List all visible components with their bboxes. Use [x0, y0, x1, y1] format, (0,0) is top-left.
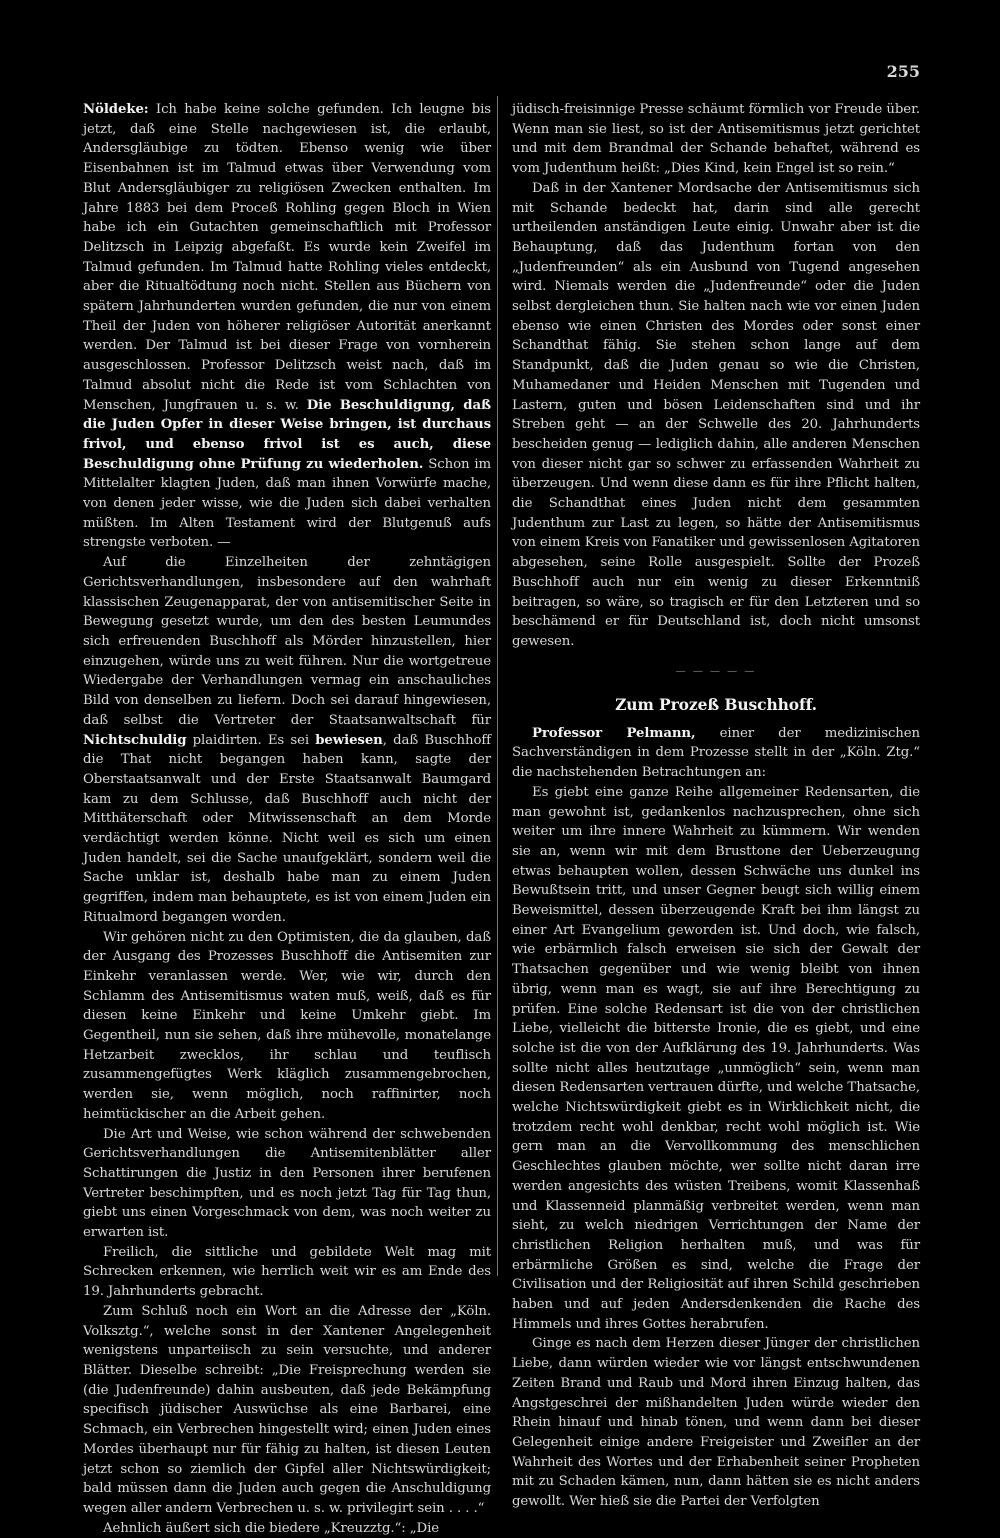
section-separator: — — — — — [675, 665, 757, 677]
paragraph-text: einer der medizinischen Sachverständigen in dem Prozesse stellt in der „Köln. Ztg.“ die nachstehenden Betrachtungen an: [512, 725, 921, 781]
paragraph-text: plaidirten. Es sei [186, 732, 316, 748]
emphasis-text: bewiesen [315, 732, 383, 748]
emphasis-text: Die Beschuldigung, daß die Juden Opfer in dieser Weise bringen, ist durchaus frivol, und ebenso frivol ist es auch, diese Beschuldigung ohne Prüfung zu wiederholen. [83, 397, 491, 472]
paragraph-text: Schon im Mittelalter klagten Juden, daß man ihnen Vorwürfe mache, von denen jeder wisse, wie die Juden sich dabei verhalten müßten. Im Alten Testament wird der Blutgenuß aufs strengste verboten. — [83, 456, 491, 551]
paragraph: Es giebt eine ganze Reihe allgemeiner Redensarten, die man gewohnt ist, gedankenlos nachzusprechen, ohne sich weiter um ihre innere Wahrheit zu kümmern. Wir wenden sie an, wenn wir mit dem Brusttone der Ueberzeugung etwas behaupten wollen, dessen Schwäche uns dunkel ins Bewußtsein tritt, und unser Gegner beugt sich willig einem Beweismittel, dessen überzeugende Kraft bei ihm längst zu einer Art Evangelium geworden ist. Und doch, wie falsch, wie erbärmlich falsch erweisen sie sich der Gewalt der Thatsachen gegenüber und wie wenig bleibt von ihnen übrig, wenn man es wagt, sie auf ihre Berechtigung zu prüfen. Eine solche Redensart ist die von der christlichen Liebe, vielleicht die bitterste Ironie, die es giebt, und eine solche ist die von der Aufklärung des 19. Jahrhunderts. Was sollte nicht alles heutzutage „unmöglich“ sein, wenn man diesen Redensarten vertrauen dürfte, und welche Thatsache, welche Nichtswürdigkeit giebt es in Wirklichkeit nicht, die trotzdem recht wohl denkbar, recht wohl möglich ist. Wie gern man an die Vervollkommung des menschlichen Geschlechtes glauben möchte, wer sollte nicht daran irre werden angesichts des wüsten Treibens, womit Klassenhaß und Klassenneid planmäßig verbreitet werden, wenn man sieht, zu welch niedrigen Verrichtungen der Name der christlichen Religion herhalten muß, und was für erbärmliche Größen es sind, welche die Frage der Civilisation und der Religiosität auf ihren Schild geschrieben haben und auf jeden Andersdenkenden die Rache des Himmels und ihres Gottes herabrufen. [512, 784, 920, 1332]
section-heading: Zum Prozeß Buschhoff. [615, 694, 817, 714]
paragraph: Freilich, die sittliche und gebildete Welt mag mit Schrecken erkennen, wie herrlich weit wir es am Ende des 19. Jahrhunderts gebracht. [83, 1244, 491, 1300]
speaker-name: Nöldeke: [83, 102, 149, 117]
paragraph-text: , daß Buschhoff die That nicht begangen haben kann, sagte der Oberstaatsanwalt und der Erste Staatsanwalt Baumgard kam zu dem Schlusse, daß Buschhoff auch nicht der Mitthäterschaft oder Mitwissenschaft an dem Morde verdächtigt werden könne. Nicht weil es sich um einen Juden handelt, sei die Sache unaufgeklärt, sondern weil die Sache unklar ist, deshalb habe man zu einem Juden gegriffen, indem man behauptete, es ist von einem Juden ein Ritualmord begangen worden. [83, 732, 491, 925]
paragraph: Wir gehören nicht zu den Optimisten, die da glauben, daß der Ausgang des Prozesses Buschhoff die Antisemiten zur Einkehr veranlassen werde. Wer, wie wir, durch den Schlamm des Antisemitismus waten muß, weiß, daß es für diesen keine Einkehr und keine Umkehr giebt. Im Gegentheil, nun sie sehen, daß ihre mühevolle, monatelange Hetzarbeit zwecklos, ihr schlau und teuflisch zusammengefügtes Werk kläglich zusammengebrochen, werden sie, wenn möglich, noch raffinirter, noch heimtückischer an die Arbeit gehen. [83, 929, 491, 1122]
paragraph: Zum Schluß noch ein Wort an die Adresse der „Köln. Volksztg.“, welche sonst in der Xantener Angelegenheit wenigstens unparteiisch zu sein versuchte, und anderer Blätter. Dieselbe schreibt: „Die Freisprechung werden sie (die Judenfreunde) dahin ausbeuten, daß jede Bekämpfung specifisch jüdischer Auswüchse als eine Barbarei, eine Schmach, ein Verbrechen hingestellt wird; einen Juden eines Mordes überhaupt nur für fähig zu halten, ist diesen Leuten jetzt schon so ziemlich der Gipfel aller Nichtswürdigkeit; bald müssen dann die Juden auch gegen die Anschuldigung wegen aller andern Verbrechen u. s. w. privilegirt sein . . . .“ [83, 1303, 491, 1516]
left-column [83, 100, 491, 1538]
paragraph: jüdisch-freisinnige Presse schäumt förmlich vor Freude über. Wenn man sie liest, so ist der Antisemitismus jetzt gerichtet und mit dem Brandmal der Schande behaftet, während es vom Judenthum heißt: „Dies Kind, kein Engel ist so rein.“ [512, 102, 920, 177]
paragraph: Ginge es nach dem Herzen dieser Jünger der christlichen Liebe, dann würden wieder wie vor längst entschwundenen Zeiten Brand und Raub und Mord ihren Einzug halten, das Angstgeschrei der mißhandelten Juden würde wieder den Rhein hinauf und hinab tönen, und wenn dann bei dieser Gelegenheit einige andere Freigeister und Zweifler an der Wahrheit des Wortes und der Erhabenheit seiner Propheten mit zu Schaden kämen, nun, dann hätten sie es nicht anders gewollt. Wer hieß sie die Partei der Verfolgten [512, 1336, 920, 1510]
paragraph-text: Auf die Einzelheiten der zehntägigen Gerichtsverhandlungen, insbesondere auf den wahrhaft klassischen Zeugenapparat, der von antisemitischer Seite in Bewegung gesetzt wurde, um den des besten Leumundes sich erfreuenden Buschhoff als Mörder hinzustellen, hier einzugehen, würde uns zu weit führen. Nur die wortgetreue Wiedergabe der Verhandlungen vermag ein anschauliches Bild von denselben zu liefern. Doch sei darauf hingewiesen, daß selbst die Vertreter der Staatsanwaltschaft für [83, 555, 491, 728]
paragraph [512, 724, 920, 783]
author-name: Professor Pelmann, [532, 725, 696, 741]
paragraph: Die Art und Weise, wie schon während der schwebenden Gerichtsverhandlungen die Antisemitenblätter aller Schattirungen die Justiz in den Personen ihrer berufenen Vertreter beschimpften, und es noch jetzt Tag für Tag thun, giebt uns einen Vorgeschmack von dem, was noch weiter zu erwarten ist. [83, 1126, 491, 1241]
right-column [512, 100, 920, 1512]
column-divider [497, 96, 498, 1276]
emphasis-text: Nichtschuldig [83, 732, 187, 748]
paragraph [83, 553, 491, 927]
paragraph-text: Ich habe keine solche gefunden. Ich leugne bis jetzt, daß eine Stelle nachgewiesen ist, die erlaubt, Andersgläubige zu tödten. Ebenso wenig wie über Eisenbahnen ist im Talmud etwas über Verwendung vom Blut Andersgläubiger zu religiösen Zwecken enthalten. Im Jahre 1883 bei dem Proceß Rohling gegen Bloch in Wien habe ich ein Gutachten gemeinschaftlich mit Professor Delitzsch in Leipzig abgefaßt. Es wurde kein Zweifel im Talmud gefunden. Im Talmud hatte Rohling vieles entdeckt, aber die Ritualtödtung noch nicht. Stellen aus Büchern von spätern Jahrhunderten wurden gefunden, die nur von einem Theil der Juden von höherer religiöser Autorität anerkannt werden. Der Talmud ist bei dieser Frage von vornherein ausgeschlossen. Professor Delitzsch weist nach, daß im Talmud absolut nicht die Rede ist vom Schlachten von Menschen, Jungfrauen u. s. w. [83, 102, 491, 413]
page-number: 255 [886, 62, 920, 81]
paragraph: Daß in der Xantener Mordsache der Antisemitismus sich mit Schande bedeckt hat, darin sind alle gerecht urtheilenden anständigen Leute einig. Unwahr aber ist die Behauptung, daß das Judenthum fortan von den „Judenfreunden“ als ein Ausbund von Tugend angesehen wird. Niemals werden die „Judenfreunde“ oder die Juden selbst dergleichen thun. Sie halten nach wie vor einen Juden ebenso wie einen Christen des Mordes oder sonst einer Schandthat fähig. Sie stehen schon lange auf dem Standpunkt, daß die Juden genau so wie die Christen, Muhamedaner und Heiden Menschen mit Tugenden und Lastern, guten und bösen Leidenschaften sind und ihr Streben geht — an der Schwelle des 20. Jahrhunderts bescheiden genug — lediglich dahin, alle anderen Menschen von dieser nicht gar so schwer zu erfassenden Wahrheit zu überzeugen. Und wenn diese dann es für ihre Pflicht halten, die Schandthat eines Juden nicht dem gesammten Judenthum zur Last zu legen, so hätte der Antisemitismus von einem Kreis von Fanatiker und gewissenlosen Agitatoren abgesehen, seine Rolle ausgespielt. Sollte der Prozeß Buschhoff auch nur ein wenig zu dieser Erkenntniß beitragen, so wäre, so tragisch er für den Letzteren und so beschämend er für Deutschland ist, doch nicht umsonst gewesen. [512, 180, 920, 649]
paragraph: Aehnlich äußert sich die biedere „Kreuzztg.“: „Die [103, 1520, 440, 1536]
paragraph [83, 100, 491, 553]
